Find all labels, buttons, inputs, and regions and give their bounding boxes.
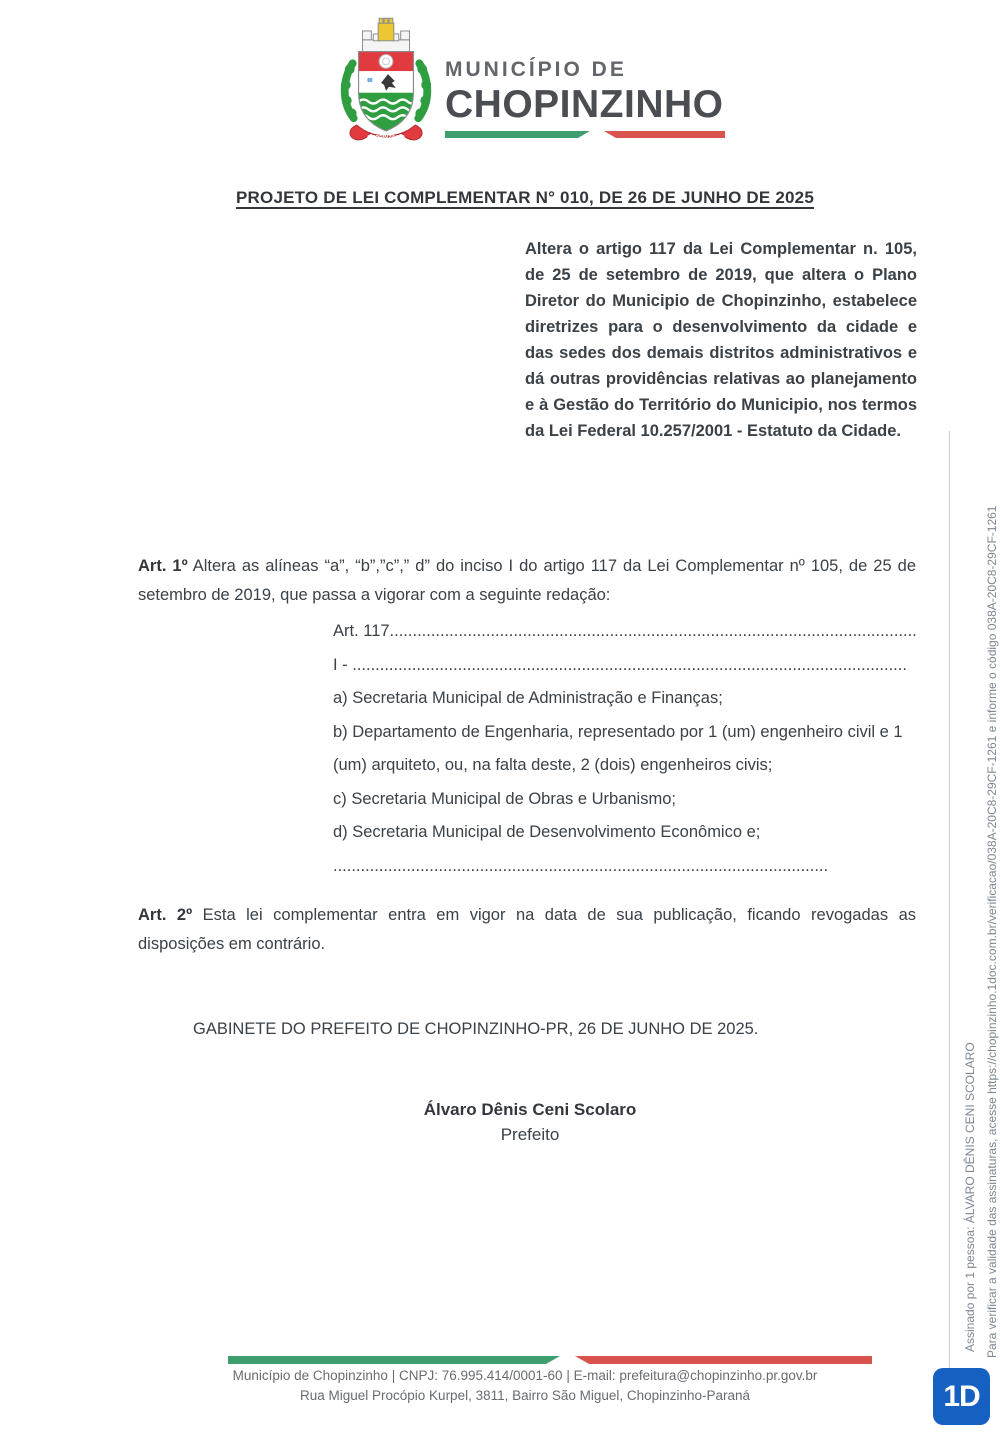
quote-line-alinea-a: a) Secretaria Municipal de Administração e Finanças; (333, 689, 723, 707)
place-date-line: GABINETE DO PREFEITO DE CHOPINZINHO-PR, 26 DE JUNHO DE 2025. (193, 1020, 759, 1038)
ementa-paragraph: Altera o artigo 117 da Lei Complementar n. 105, de 25 de setembro de 2019, que altera o Plano Diretor do Municipio de Chopinzinho, estabelece diretrizes para o desenvolvimento da cidade e das sedes dos demais distritos administrativos e dá outras providências relativas ao planejamento e à Gestão do Território do Municipio, nos termos da Lei Federal 10.257/2001 - Estatuto da Cidade. (525, 240, 917, 440)
quote-line-inciso-i: I - ......................................................................................................................... (333, 655, 907, 674)
chopinzinho-coat-of-arms-icon (337, 10, 435, 148)
footer-bar-red (575, 1356, 872, 1364)
article-2-label: Art. 2º (138, 906, 193, 924)
org-name-line2: CHOPINZINHO (445, 83, 724, 126)
brand-block (445, 10, 728, 148)
signature-verify-text: Para verificar a validade das assinaturas, acesse https://chopinzinho.1doc.com.br/verificacao/038A-20C8-29CF-1261 e informe o código 038A-20C8-29CF-1261 (985, 505, 999, 1358)
brand-underline-green (445, 131, 590, 138)
quoted-wording-block (333, 615, 927, 883)
article-1-text: Altera as alíneas “a”, “b”,”c”,” d” do inciso I do artigo 117 da Lei Complementar nº 105, de 25 de setembro de 2019, que passa a vigorar com a seguinte redação: (138, 557, 916, 604)
signature-signed-by-text: Assinado por 1 pessoa: ÁLVARO DÊNIS CENI SCOLARO (963, 1042, 977, 1352)
org-name-line1: MUNICÍPIO DE (445, 58, 627, 81)
quote-line-alinea-b: b) Departamento de Engenharia, representado por 1 (um) engenheiro civil e 1 (um) arquiteto, ou, na falta deste, 2 (dois) engenheiros civis; (333, 722, 903, 774)
footer-bar-green (228, 1356, 560, 1364)
article-2-text: Esta lei complementar entra em vigor na data de sua publicação, ficando revogadas as disposições em contrário. (138, 906, 917, 953)
crest-ribbon-text: CHOPINZINHO (367, 134, 405, 141)
article-2-paragraph (138, 901, 916, 959)
brand-underline (445, 131, 728, 138)
signature-block (150, 1097, 910, 1147)
quote-line-ellipsis: ............................................................................................................ (333, 856, 829, 875)
signer-name: Álvaro Dênis Ceni Scolaro (423, 1100, 637, 1119)
quote-line-alinea-d: d) Secretaria Municipal de Desenvolvimento Econômico e; (333, 823, 761, 841)
quote-line-alinea-c: c) Secretaria Municipal de Obras e Urbanismo; (333, 789, 676, 808)
footer-contact-line-2: Rua Miguel Procópio Kurpel, 3811, Bairro São Miguel, Chopinzinho-Paraná (299, 1388, 750, 1403)
onedoc-logo-text: 1D (943, 1379, 980, 1413)
article-1-paragraph (138, 552, 916, 610)
municipality-header (337, 10, 728, 148)
brand-underline-red (604, 131, 725, 138)
signer-role: Prefeito (500, 1125, 560, 1144)
article-1-label: Art. 1º (138, 557, 188, 575)
signature-gutter-divider (949, 431, 950, 1386)
footer-contact-line-1: Município de Chopinzinho | CNPJ: 76.995.414/0001-60 | E-mail: prefeitura@chopinzinho.pr.gov.br (232, 1368, 818, 1383)
onedoc-logo (933, 1368, 990, 1425)
quote-line-art117: Art. 117................................................................................................................... (333, 622, 917, 640)
document-title: PROJETO DE LEI COMPLEMENTAR N° 010, DE 26 DE JUNHO DE 2025 (236, 188, 814, 207)
